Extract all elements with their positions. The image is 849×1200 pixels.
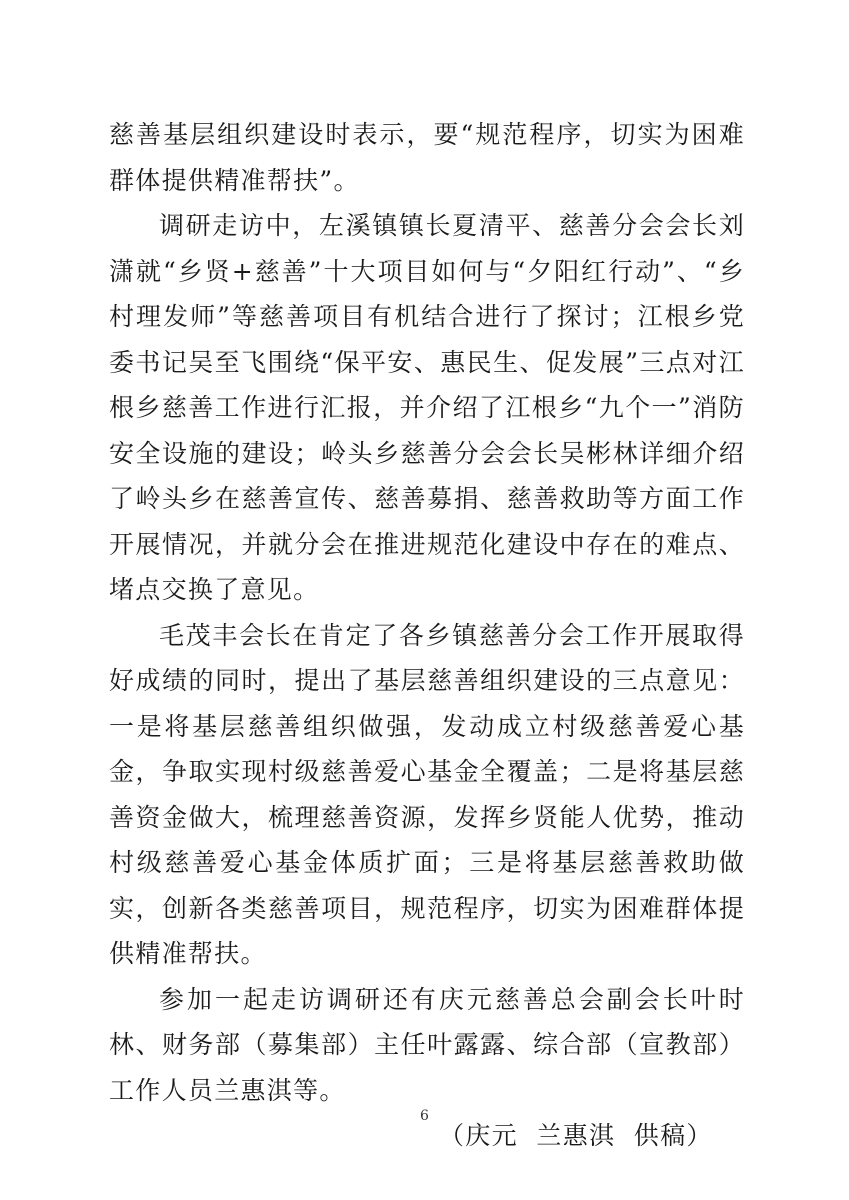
- page-number: 6: [420, 1108, 429, 1124]
- paragraph-continuation: 慈善基层组织建设时表示，要“规范程序，切实为困难群体提供精准帮扶”。: [109, 120, 745, 195]
- article-body: [109, 112, 745, 1159]
- paragraph-survey-visit: 调研走访中，左溪镇镇长夏清平、慈善分会会长刘潇就“乡贤+慈善”十大项目如何与“夕阳红行动”、“乡村理发师”等慈善项目有机结合进行了探讨；江根乡党委书记吴至飞围绕“保平安、惠民生、促发展”三点对江根乡慈善工作进行汇报，并介绍了江根乡“九个一”消防安全设施的建设；岭头乡慈善分会会长吴彬林详细介绍了岭头乡在慈善宣传、慈善募捐、慈善救助等方面工作开展情况，并就分会在推进规范化建设中存在的难点、堵点交换了意见。: [109, 211, 745, 604]
- paragraph-participants: 参加一起走访调研还有庆元慈善总会副会长叶时林、财务部（募集部）主任叶露露、综合部（宣教部）工作人员兰惠淇等。: [109, 984, 745, 1105]
- paragraph-president-opinions: 毛茂丰会长在肯定了各乡镇慈善分会工作开展取得好成绩的同时，提出了基层慈善组织建设的三点意见：一是将基层慈善组织做强，发动成立村级慈善爱心基金，争取实现村级慈善爱心基金全覆盖；二是将基层慈善资金做大，梳理慈善资源，发挥乡贤能人优势，推动村级慈善爱心基金体质扩面；三是将基层慈善救助做实，创新各类慈善项目，规范程序，切实为困难群体提供精准帮扶。: [109, 620, 745, 968]
- article-signature: （庆元 兰惠淇 供稿）: [439, 1121, 713, 1150]
